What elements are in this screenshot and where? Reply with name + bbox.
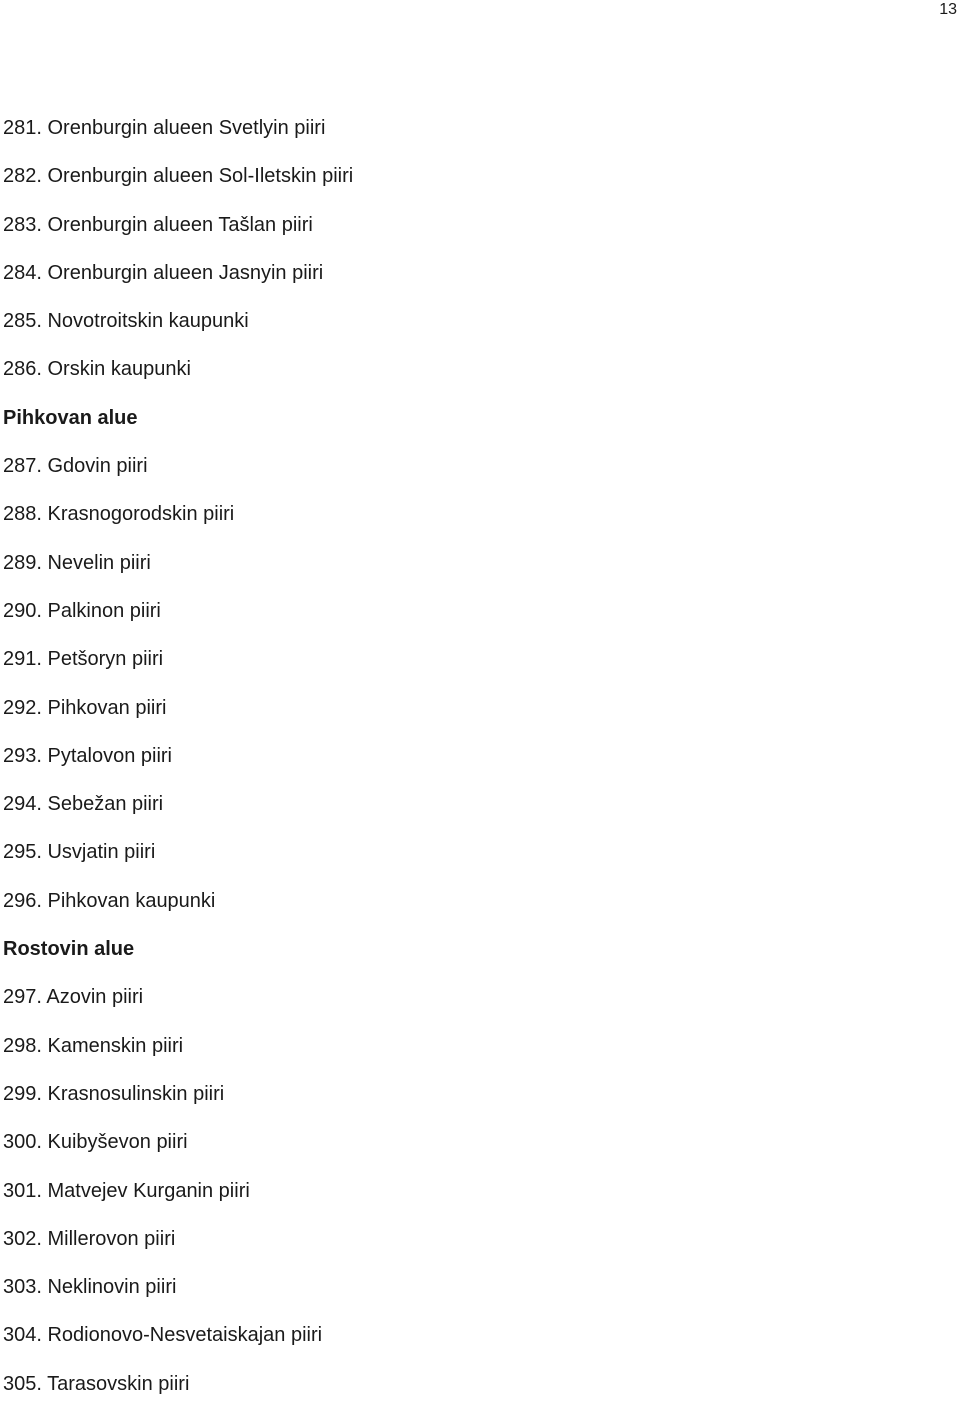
list-item: 293. Pytalovon piiri (3, 744, 172, 767)
list-item: 304. Rodionovo-Nesvetaiskajan piiri (3, 1324, 323, 1347)
list-item: 288. Krasnogorodskin piiri (3, 503, 235, 526)
list-item: 285. Novotroitskin kaupunki (3, 310, 249, 333)
list-item: 290. Palkinon piiri (3, 599, 161, 622)
list-item: 286. Orskin kaupunki (3, 358, 191, 381)
list-item: 305. Tarasovskin piiri (3, 1372, 190, 1395)
list-item: 295. Usvjatin piiri (3, 841, 156, 864)
list-item: 294. Sebežan piiri (3, 793, 164, 816)
district-list (3, 114, 353, 1418)
list-item: 296. Pihkovan kaupunki (3, 889, 216, 912)
region-heading: Rostovin alue (3, 938, 135, 961)
list-item: 282. Orenburgin alueen Sol-Iletskin piiri (3, 165, 354, 188)
list-item: 303. Neklinovin piiri (3, 1276, 177, 1299)
list-item: 281. Orenburgin alueen Svetlyin piiri (3, 117, 326, 139)
list-item: 300. Kuibyševon piiri (3, 1131, 188, 1154)
list-item: 289. Nevelin piiri (3, 551, 151, 574)
region-heading: Pihkovan alue (3, 406, 138, 429)
list-item: 287. Gdovin piiri (3, 455, 148, 478)
page-number: 13 (939, 1, 957, 18)
list-item: 298. Kamenskin piiri (3, 1034, 184, 1057)
list-item: 284. Orenburgin alueen Jasnyin piiri (3, 261, 324, 284)
list-item: 283. Orenburgin alueen Tašlan piiri (3, 213, 313, 236)
list-item: 292. Pihkovan piiri (3, 696, 167, 719)
list-item: 302. Millerovon piiri (3, 1227, 176, 1250)
list-item: 301. Matvejev Kurganin piiri (3, 1179, 250, 1202)
list-item: 291. Petšoryn piiri (3, 648, 164, 671)
list-item: 299. Krasnosulinskin piiri (3, 1082, 225, 1105)
list-item: 297. Azovin piiri (3, 986, 144, 1009)
